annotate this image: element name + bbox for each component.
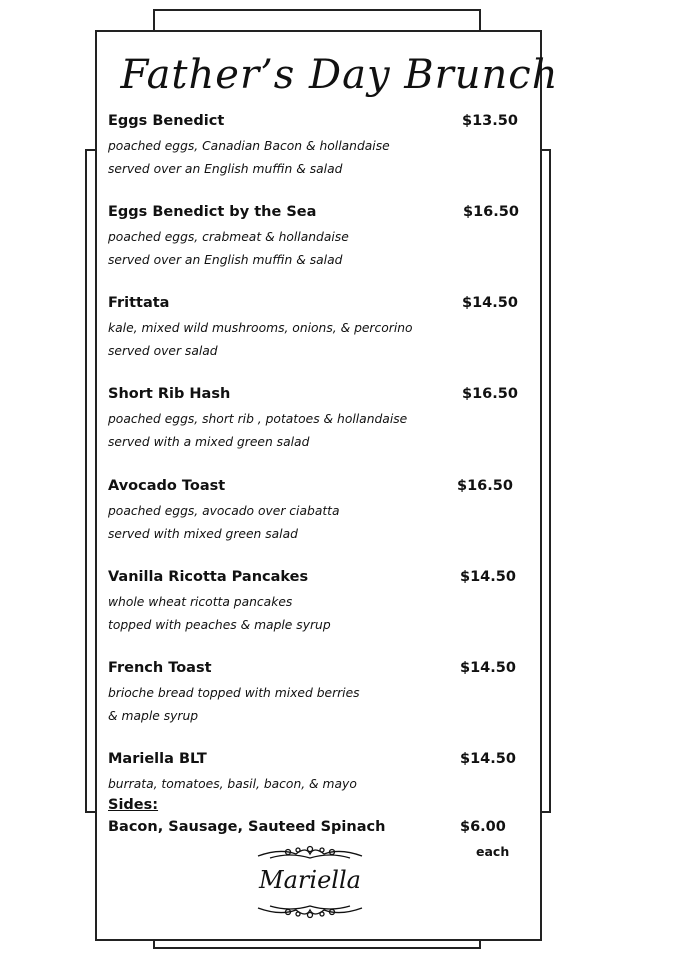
item-description: burrata, tomatoes, basil, bacon, & mayo (108, 777, 357, 791)
sides-unit: each (476, 844, 510, 859)
item-description: poached eggs, short rib , potatoes & hollandaise served with a mixed green salad (108, 412, 408, 449)
item-description: whole wheat ricotta pancakes topped with peaches & maple syrup (108, 595, 331, 632)
item-price: $16.50 (457, 478, 513, 494)
item-description: brioche bread topped with mixed berries & maple syrup (108, 686, 360, 723)
restaurant-logo (250, 842, 370, 922)
sides-price: $6.00 (460, 819, 506, 835)
menu-item (108, 385, 518, 454)
item-name: Avocado Toast (108, 478, 226, 494)
item-name: Frittata (108, 295, 170, 311)
menu-item (108, 203, 519, 272)
item-name: Mariella BLT (108, 751, 207, 767)
item-price: $14.50 (460, 569, 516, 585)
menu-item (108, 294, 518, 363)
item-name: French Toast (108, 660, 212, 676)
menu-item (108, 750, 516, 796)
item-price: $16.50 (462, 386, 518, 402)
item-name: Vanilla Ricotta Pancakes (108, 569, 309, 585)
item-description: kale, mixed wild mushrooms, onions, & percorino served over salad (108, 321, 413, 358)
item-name: Short Rib Hash (108, 386, 231, 402)
sides-list: Bacon, Sausage, Sauteed Spinach (108, 819, 386, 835)
item-price: $16.50 (463, 204, 519, 220)
item-description: poached eggs, crabmeat & hollandaise served over an English muffin & salad (108, 230, 349, 267)
sides-heading: Sides: (108, 797, 159, 813)
item-price: $14.50 (462, 295, 518, 311)
menu-item (108, 568, 516, 637)
menu-title: Father’s Day Brunch (120, 52, 559, 98)
item-description: poached eggs, avocado over ciabatta served with mixed green salad (108, 504, 340, 541)
item-price: $14.50 (460, 660, 516, 676)
item-description: poached eggs, Canadian Bacon & hollandaise served over an English muffin & salad (108, 139, 390, 176)
item-price: $14.50 (460, 751, 516, 767)
item-price: $13.50 (462, 113, 518, 129)
item-name: Eggs Benedict (108, 113, 225, 129)
item-name: Eggs Benedict by the Sea (108, 204, 317, 220)
menu-item (108, 659, 516, 728)
menu-item (108, 112, 518, 181)
menu-item (108, 477, 512, 546)
logo-wordmark: Mariella (259, 866, 361, 894)
